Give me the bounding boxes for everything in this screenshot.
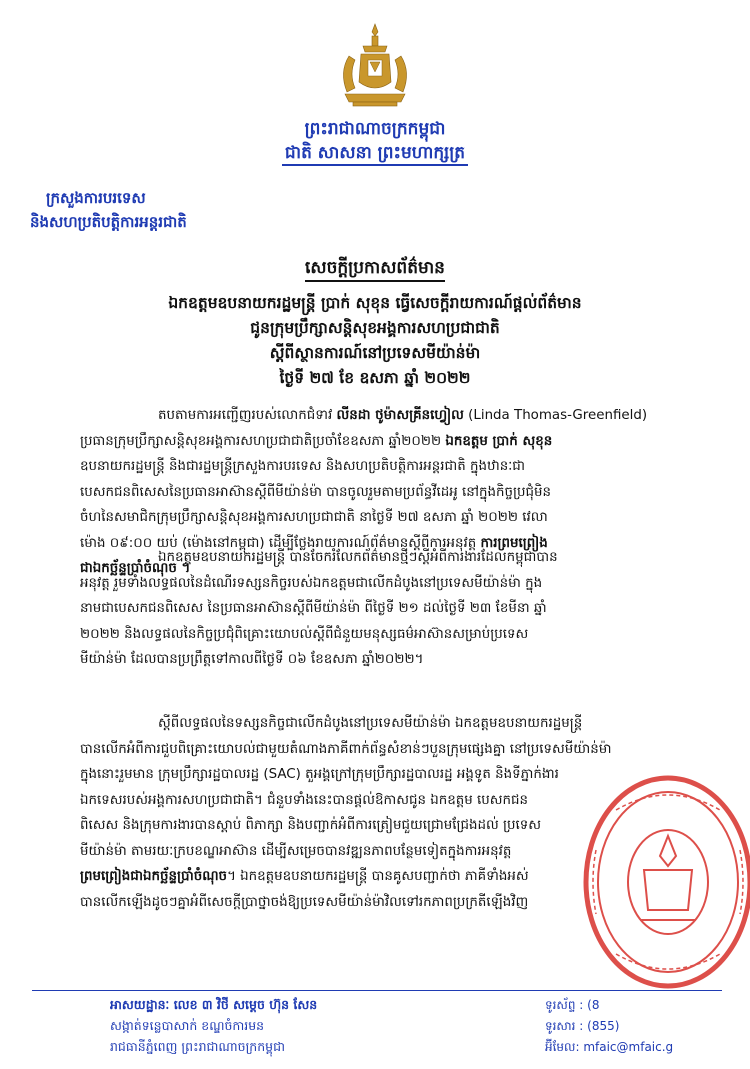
- kingdom-name: ព្រះរាជាណាចក្រកម្ពុជា: [304, 119, 446, 139]
- paragraph-line: មីយ៉ាន់ម៉ា តាមរយៈក្របខណ្ឌអាស៊ាន ដើម្បីសម្រេចបានវឌ្ឍនភាពបន្ថែមទៀតក្នុងការអនុវត្ត: [80, 843, 512, 859]
- ministry-name-line2: និងសហប្រតិបត្តិការអន្តរជាតិ: [30, 213, 187, 231]
- paragraph-line: ស្តីពីលទ្ធផលនៃទស្សនកិច្ចជាលើកដំបូងនៅប្រទេសមីយ៉ាន់ម៉ា ឯកឧត្តមឧបនាយករដ្ឋមន្ត្រី: [158, 716, 583, 731]
- email-line: អ៊ីមែល: mfaic@mfaic.g: [545, 1040, 674, 1054]
- headline-line: ឯកឧត្តមឧបនាយករដ្ឋមន្ត្រី ប្រាក់ សុខុន ធ្វើសេចក្តីរាយការណ៍ផ្តល់ព័ត៌មាន: [168, 294, 582, 312]
- document-type-label: សេចក្តីប្រកាសព័ត៌មាន: [305, 258, 445, 282]
- text-span: (Linda Thomas-Greenfield): [463, 408, 648, 423]
- headline-line: ស្តីពីស្ថានការណ៍នៅប្រទេសមីយ៉ាន់ម៉ា: [269, 344, 481, 362]
- headline-line: ជូនក្រុមប្រឹក្សាសន្តិសុខអង្គការសហប្រជាជាតិ: [250, 319, 500, 337]
- paragraph-line: អនុវត្ត រួមទាំងលទ្ធផលនៃដំណើរទស្សនកិច្ចរបស់ឯកឧត្តមជាលើកដំបូងនៅប្រទេសមីយ៉ាន់ម៉ា ក្នុង: [80, 575, 543, 591]
- paragraph-line: ឧបនាយករដ្ឋមន្ត្រី និងជារដ្ឋមន្ត្រីក្រសួងការបរទេស និងសហប្រតិបត្តិការអន្តរជាតិ ក្នុងឋានៈជា: [80, 459, 526, 474]
- national-motto: ជាតិ សាសនា ព្រះមហាក្សត្រ: [284, 143, 466, 163]
- fax-line: ទូរសារ : (855): [545, 1019, 620, 1033]
- paragraph-line: បានលើកអំពីការជួបពិគ្រោះយោបល់ជាមួយតំណាងភាគីពាក់ព័ន្ធសំខាន់ៗបួនក្រុមផ្សេងគ្នា នៅប្រទេសមីយ៉ាន់ម៉ា: [80, 741, 612, 757]
- paragraph-line: ក្នុងនោះរួមមាន ក្រុមប្រឹក្សារដ្ឋបាលរដ្ឋ (SAC) តួអង្គក្រៅក្រុមប្រឹក្សារដ្ឋបាលរដ្ឋ អង្គទូត និងទីភ្នាក់ងារ: [80, 767, 559, 782]
- official-seal-stamp-icon: [556, 770, 750, 994]
- paragraph-line: ២០២២ និងលទ្ធផលនៃកិច្ចប្រជុំពិគ្រោះយោបល់ស្តីពីជំនួយមនុស្សធម៌អាស៊ានសម្រាប់ប្រទេស: [80, 626, 529, 642]
- headline-date: ថ្ងៃទី ២៧ ខែ ឧសភា ឆ្នាំ ២០២២: [279, 369, 471, 387]
- ministry-name-line1: ក្រសួងការបរទេស: [46, 189, 146, 207]
- paragraph-line: ឯកឧត្តមឧបនាយករដ្ឋមន្ត្រី បានចែករំលែកព័ត៌មានថ្មីៗស្តីអំពីការងារដែលកម្ពុជាបាន: [158, 550, 558, 565]
- paragraph-line: ឯកទេសរបស់អង្គការសហប្រជាជាតិ។ ជំនួបទាំងនេះបានផ្តល់ឱកាសជូន ឯកឧត្តម បេសកជន: [80, 792, 528, 808]
- emphasis-text: ព្រមព្រៀងជាឯកច្ឆ័ន្ទប្រាំចំណុច: [80, 869, 228, 884]
- text-span: ម៉ោង ០៩:០០ យប់ (ម៉ោងនៅកម្ពុជា) ដើម្បីថ្លែងរាយការណ៍ព័ត៌មានស្តីពីការអនុវត្ត: [80, 535, 481, 551]
- paragraph-line: ជាឯកច្ឆ័ន្ទប្រាំចំណុច ។: [80, 561, 191, 576]
- paragraph-line: នាមជាបេសកជនពិសេស នៃប្រធានអាស៊ានស្តីពីមីយ៉ាន់ម៉ា ពីថ្ងៃទី ២១ ដល់ថ្ងៃទី ២៣ ខែមីនា ឆ្នាំ: [80, 601, 547, 616]
- text-span: តបតាមការអញ្ជើញរបស់លោកជំទាវ: [158, 408, 337, 423]
- paragraph-line: [80, 429, 690, 455]
- text-span: ប្រធានក្រុមប្រឹក្សាសន្តិសុខអង្គការសហប្រជាជាតិប្រចាំខែឧសភា ឆ្នាំ២០២២: [80, 433, 446, 449]
- emphasis-text: ការព្រមព្រៀង: [480, 535, 548, 551]
- paragraph-line: មីយ៉ាន់ម៉ា ដែលបានប្រព្រឹត្តទៅកាលពីថ្ងៃទី ០៦ ខែឧសភា ឆ្នាំ២០២២។: [80, 652, 424, 667]
- footer-divider: [32, 990, 722, 991]
- paragraph-line: បេសកជនពិសេសនៃប្រធានអាស៊ានស្តីពីមីយ៉ាន់ម៉ា បានចូលរួមតាមប្រព័ន្ធវីដេអូ នៅក្នុងកិច្ចប្រជុំមិន: [80, 484, 551, 500]
- paragraph-line: [80, 403, 690, 429]
- address-line2: សង្កាត់ទន្លេបាសាក់ ខណ្ឌចំការមន: [110, 1018, 265, 1033]
- address-line1: អាសយដ្ឋានៈ លេខ ៣ វិថី សម្តេច ហ៊ុន សែន: [110, 997, 318, 1012]
- paragraph-line: ចំហនៃសមាជិកក្រុមប្រឹក្សាសន្តិសុខអង្គការសហប្រជាជាតិ នាថ្ងៃទី ២៧ ឧសភា ឆ្នាំ ២០២២ វេលា: [80, 510, 548, 525]
- paragraph-2: [80, 545, 690, 673]
- paragraph-line: ពិសេស និងក្រុមការងារបានស្តាប់ ពិភាក្សា និងបញ្ជាក់អំពីការត្រៀមជួយជ្រោមជ្រែងដល់ ប្រទេស: [80, 818, 541, 833]
- address-line3: រាជធានីភ្នំពេញ ព្រះរាជាណាចក្រកម្ពុជា: [110, 1039, 285, 1054]
- person-name: ឯកឧត្តម ប្រាក់ សុខុន: [445, 433, 553, 449]
- text-span: ។ ឯកឧត្តមឧបនាយករដ្ឋមន្ត្រី បានគូសបញ្ជាក់ថា ភាគីទាំងអស់: [227, 869, 529, 884]
- royal-coat-of-arms-icon: [335, 22, 415, 108]
- phone-line: ទូរស័ព្ទ : (8: [545, 998, 600, 1012]
- motto-divider: [282, 164, 468, 166]
- paragraph-line: បានលើកឡើងដូចៗគ្នាអំពីសេចក្តីប្រាថ្នាចង់ឱ្យប្រទេសមីយ៉ាន់ម៉ាវិលទៅរកភាពប្រក្រតីឡើងវិញ: [80, 894, 529, 910]
- person-name: លីនដា ថូម៉ាសគ្រីនហ្វៀល: [336, 408, 464, 423]
- document-type-heading: [0, 257, 750, 279]
